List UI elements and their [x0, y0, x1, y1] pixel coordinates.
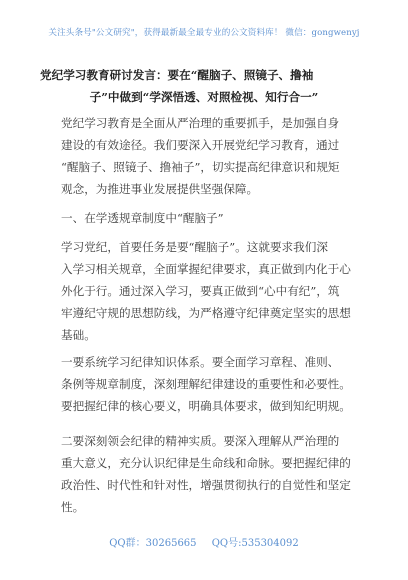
paragraph-line: 一要系统学习纪律知识体系。要全面学习章程、准则、 — [61, 355, 340, 369]
paragraph-line: 入学习相关规章，全面掌握纪律要求，真正做到内化于心 — [61, 262, 351, 276]
paragraph-line: 学习党纪，首要任务是要“醒脑子”。这就要求我们深 — [61, 240, 328, 254]
paragraph-intro — [61, 112, 361, 200]
document-title — [40, 64, 368, 108]
paragraph-line: 党纪学习教育是全面从严治理的重要抓手，是加强自身 — [61, 116, 340, 130]
paragraph-line: 二要深刻领会纪律的精神实质。要深入理解从严治理的 — [61, 434, 340, 448]
paragraph-line: 观念，为推进事业发展提供坚强保障。 — [61, 182, 259, 196]
footer-qq-number: QQ号:535304092 — [211, 538, 299, 549]
paragraph-line: 条例等规章制度，深刻理解纪律建设的重要性和必要性。 — [61, 377, 351, 391]
paragraph-line: 建设的有效途径。我们要深入开展党纪学习教育，通过 — [61, 138, 340, 152]
paragraph-point-1 — [61, 351, 361, 417]
paragraph-line: 基础。 — [61, 328, 96, 342]
title-line-2: 子”中做到“学深悟透、对照检视、知行合一” — [89, 90, 319, 104]
paragraph-line: “醒脑子、照镜子、撸袖子”，切实提高纪律意识和规矩 — [61, 160, 340, 174]
section-heading-text: 一、在学透规章制度中“醒脑子” — [61, 211, 224, 225]
paragraph-section-1 — [61, 236, 361, 346]
footer-qq-group: QQ群：30265665 — [109, 538, 197, 549]
section-heading-1 — [61, 207, 361, 229]
paragraph-line: 重大意义，充分认识纪律是生命线和命脉。要把握纪律的 — [61, 456, 351, 470]
footer-contact — [0, 534, 408, 549]
paragraph-line: 外化于行。通过深入学习，要真正做到“心中有纪”，筑 — [61, 284, 340, 298]
title-line-1: 党纪学习教育研讨发言：要在“醒脑子、照镜子、撸袖 — [40, 68, 314, 82]
paragraph-line: 牢遵纪守规的思想防线，为严格遵守纪律奠定坚实的思想 — [61, 306, 351, 320]
paragraph-line: 要把握纪律的核心要义，明确具体要求，做到知纪明规。 — [61, 399, 351, 413]
paragraph-line: 政治性、时代性和针对性，增强贯彻执行的自觉性和坚定 — [61, 478, 351, 492]
paragraph-point-2 — [61, 430, 361, 518]
paragraph-line: 性。 — [61, 500, 85, 514]
header-banner: 关注头条号"公文研究"，获得最新最全最专业的公文资料库！ 微信：gongwenyj — [48, 28, 360, 38]
